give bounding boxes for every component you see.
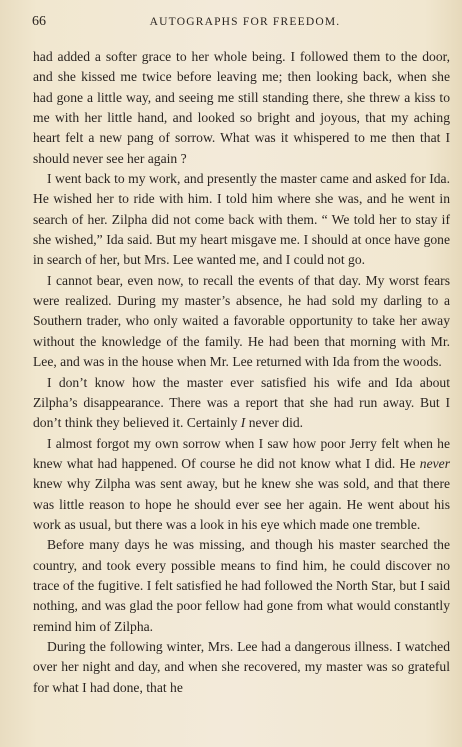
paragraph-3 xyxy=(33,271,450,373)
emphasis-text: I xyxy=(240,415,246,431)
paragraph-1 xyxy=(33,47,450,169)
paragraph-text: I went back to my work, and presently the master came and asked for Ida. He wished her to ride with him. I told him where she was, and he went in search of her. Zilpha did not come back with them. “ We told her to stay if she wished,” Ida said. But my heart misgave me. I should at once have gone in search of her, but Mrs. Lee wanted me, and I could not go. xyxy=(33,171,450,268)
paragraph-6 xyxy=(33,535,450,637)
paragraph-text: had added a softer grace to her whole being. I followed them to the door, and she kissed me twice before leaving me; then looking back, when she had gone a little way, and seeing me still standing there, she threw a kiss to me with her little hand, and looked so bright and joyous, that my aching heart felt a new pang of sorrow. What was it whispered to me then that I should never see her again ? xyxy=(33,49,450,166)
paragraph-7 xyxy=(33,637,450,698)
paragraph-text: During the following winter, Mrs. Lee had a dangerous illness. I watched over her night and day, and when she recovered, my master was so grateful for what I had done, that he xyxy=(33,638,450,695)
running-head: AUTOGRAPHS FOR FREEDOM. xyxy=(149,16,341,28)
emphasis-text: never xyxy=(419,455,450,471)
page-header xyxy=(32,14,438,34)
paragraph-text: I almost forgot my own sorrow when I saw how poor Jerry felt when he knew what had happened. Of course he did not know what I did. He xyxy=(33,435,450,471)
body-text xyxy=(33,47,450,698)
paragraph-text: I don’t know how the master ever satisfied his wife and Ida about Zilpha’s disappearance. There was a report that she had run away. But I don’t think they believed it. Certainly xyxy=(33,374,450,431)
page-number: 66 xyxy=(32,14,46,29)
paragraph-5 xyxy=(33,434,450,536)
paragraph-2 xyxy=(33,169,450,271)
paragraph-text: Before many days he was missing, and though his master searched the country, and took every possible means to find him, he could discover no trace of the fugitive. I felt satisfied he had followed the North Star, but I said nothing, and was glad the poor fellow had gone from what would constantly remind him of Zilpha. xyxy=(33,537,450,634)
paragraph-4 xyxy=(33,373,450,434)
paragraph-text: knew why Zilpha was sent away, but he knew she was sold, and that there was little reason to hope he should ever see her again. He went about his work as usual, but there was a look in his eye which made one tremble. xyxy=(33,476,450,532)
paragraph-text: never did. xyxy=(245,415,304,431)
paragraph-text: I cannot bear, even now, to recall the events of that day. My worst fears were realized. During my master’s absence, he had sold my darling to a Southern trader, who only waited a favorable opportunity to take her away without the knowledge of the family. He had been that morning with Mr. Lee, and was in the house when Mr. Lee returned with Ida from the woods. xyxy=(33,272,450,370)
